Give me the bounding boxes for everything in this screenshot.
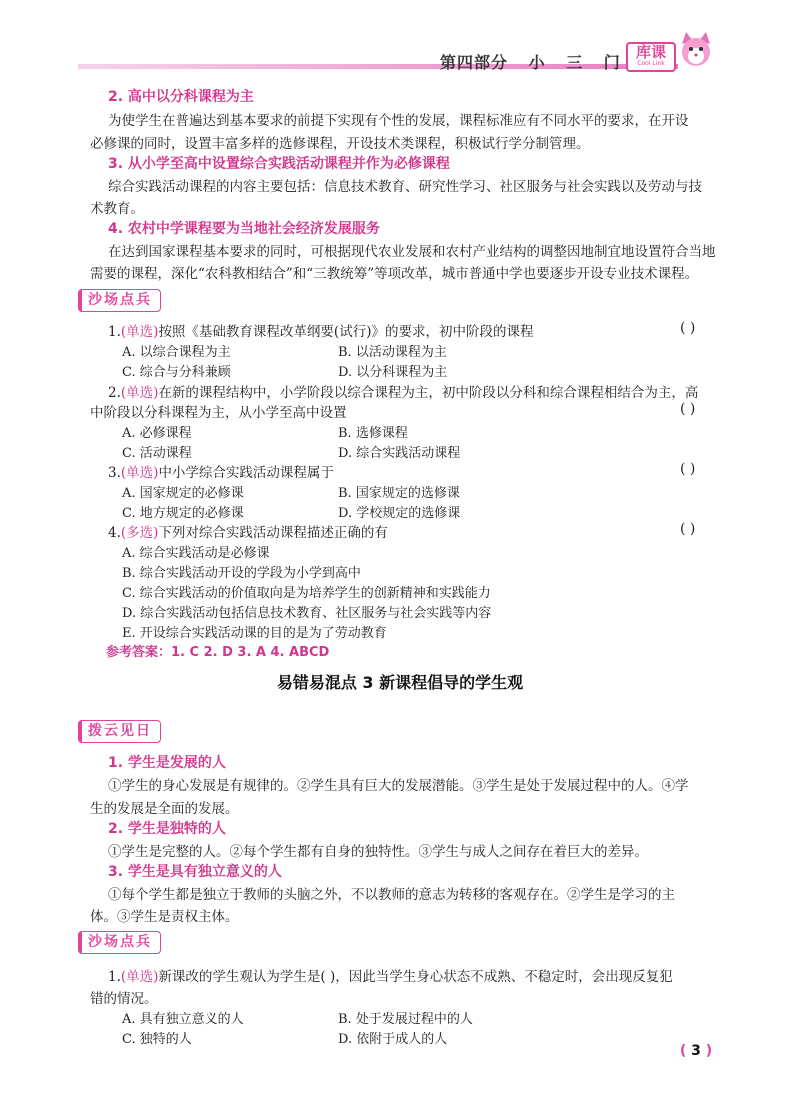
paragraph-2-line-2: 必修课的同时，设置丰富多样的选修课程，开设技术类课程，积极试行学分制管理。: [90, 136, 590, 152]
option-3-c[interactable]: C. 地方规定的必修课: [122, 506, 244, 521]
question-text: 按照《基础教育课程改革纲要(试行)》的要求，初中阶段的课程: [158, 324, 534, 340]
paragraph-4-line-1: 在达到国家课程基本要求的同时，可根据现代农业发展和农村产业结构的调整因地制宜地设置符合当地: [108, 244, 716, 260]
answer-blank-1[interactable]: ( ): [680, 320, 696, 336]
paragraph-3-line-1: 综合实践活动课程的内容主要包括：信息技术教育、研究性学习、社区服务与社会实践以及劳动与技: [108, 179, 702, 195]
question-text: 在新的课程结构中，小学阶段以综合课程为主，初中阶段以分科和综合课程相结合为主，高: [158, 385, 699, 401]
question-text: 新课改的学生观认为学生是( )，因此当学生身心状态不成熟、不稳定时，会出现反复犯: [158, 969, 673, 985]
practice-label-2: 沙场点兵: [78, 931, 161, 954]
option-2-b[interactable]: B. 选修课程: [338, 426, 408, 441]
student-view-heading-3: 3. 学生是具有独立意义的人: [108, 864, 282, 880]
answer-blank-3[interactable]: ( ): [680, 461, 696, 477]
option-3-a[interactable]: A. 国家规定的必修课: [122, 486, 244, 501]
question-3: [108, 461, 334, 481]
heading-3: 3. 从小学至高中设置综合实践活动课程并作为必修课程: [108, 156, 450, 172]
answer-key-1: 参考答案：1. C 2. D 3. A 4. ABCD: [106, 645, 330, 660]
option-5-d[interactable]: D. 依附于成人的人: [338, 1032, 448, 1047]
header-section: [440, 50, 635, 73]
question-1: [108, 320, 533, 340]
question-text: 下列对综合实践活动课程描述正确的有: [158, 525, 388, 541]
header-char-1: 小: [528, 53, 546, 72]
question-type-tag: (单选): [120, 324, 159, 340]
question-5: [108, 965, 673, 985]
question-5-line-2: 错的情况。: [90, 991, 158, 1007]
page-number: [676, 1043, 716, 1059]
section-title: 易错易混点 3 新课程倡导的学生观: [276, 673, 524, 692]
logo-sub-text: Cool Link: [637, 60, 665, 67]
option-5-b[interactable]: B. 处于发展过程中的人: [338, 1012, 473, 1027]
option-2-d[interactable]: D. 综合实践活动课程: [338, 446, 461, 461]
question-number: 2.: [108, 385, 121, 401]
question-text: 中小学综合实践活动课程属于: [158, 465, 334, 481]
option-4-b[interactable]: B. 综合实践活动开设的学段为小学到高中: [122, 566, 361, 581]
header-part: 第四部分: [440, 53, 509, 72]
insight-label: 拨云见日: [78, 720, 161, 743]
option-1-b[interactable]: B. 以活动课程为主: [338, 345, 447, 360]
question-type-tag: (多选): [120, 525, 159, 541]
student-view-paragraph-2: ①学生是完整的人。②每个学生都有自身的独特性。③学生与成人之间存在着巨大的差异。: [108, 844, 648, 860]
question-type-tag: (单选): [120, 969, 159, 985]
question-number: 4.: [108, 525, 121, 541]
option-4-d[interactable]: D. 综合实践活动包括信息技术教育、社区服务与社会实践等内容: [122, 606, 492, 621]
paragraph-3-line-2: 术教育。: [90, 201, 144, 217]
option-1-a[interactable]: A. 以综合课程为主: [122, 345, 231, 360]
answer-blank-4[interactable]: ( ): [680, 521, 696, 537]
student-view-paragraph-3-line-1: ①每个学生都是独立于教师的头脑之外，不以教师的意志为转移的客观存在。②学生是学习的主: [108, 887, 675, 903]
student-view-paragraph-1-line-2: 生的发展是全面的发展。: [90, 801, 239, 817]
student-view-paragraph-3-line-2: 体。③学生是责权主体。: [90, 909, 239, 925]
option-5-a[interactable]: A. 具有独立意义的人: [122, 1012, 244, 1027]
left-bracket-icon: (: [679, 1043, 687, 1059]
option-3-b[interactable]: B. 国家规定的选修课: [338, 486, 460, 501]
option-4-c[interactable]: C. 综合实践活动的价值取向是为培养学生的创新精神和实践能力: [122, 586, 491, 601]
mascot-icon: [676, 30, 716, 70]
option-1-d[interactable]: D. 以分科课程为主: [338, 365, 448, 380]
heading-2: 2. 高中以分科课程为主: [108, 89, 254, 105]
question-4: [108, 521, 388, 541]
question-number: 3.: [108, 465, 121, 481]
option-3-d[interactable]: D. 学校规定的选修课: [338, 506, 461, 521]
question-number: 1.: [108, 324, 121, 340]
question-type-tag: (单选): [120, 465, 159, 481]
option-2-c[interactable]: C. 活动课程: [122, 446, 192, 461]
student-view-heading-1: 1. 学生是发展的人: [108, 755, 226, 771]
option-2-a[interactable]: A. 必修课程: [122, 426, 192, 441]
logo-main-text: 库课: [635, 43, 666, 61]
question-number: 1.: [108, 969, 121, 985]
page-number-value: 3: [691, 1043, 701, 1059]
answer-blank-2[interactable]: ( ): [680, 401, 696, 417]
option-1-c[interactable]: C. 综合与分科兼顾: [122, 365, 231, 380]
question-2: [108, 381, 698, 401]
practice-label-1: 沙场点兵: [78, 289, 161, 312]
right-bracket-icon: ): [705, 1043, 713, 1059]
student-view-heading-2: 2. 学生是独特的人: [108, 821, 226, 837]
brand-logo: [626, 42, 676, 72]
student-view-paragraph-1-line-1: ①学生的身心发展是有规律的。②学生具有巨大的发展潜能。③学生是处于发展过程中的人。④学: [108, 778, 689, 794]
header-char-3: 门: [603, 53, 621, 72]
option-4-e[interactable]: E. 开设综合实践活动课的目的是为了劳动教育: [122, 626, 387, 641]
option-5-c[interactable]: C. 独特的人: [122, 1032, 192, 1047]
question-type-tag: (单选): [120, 385, 159, 401]
header-char-2: 三: [566, 53, 584, 72]
paragraph-4-line-2: 需要的课程，深化“农科教相结合”和“三教统筹”等项改革，城市普通中学也要逐步开设专业技术课程。: [90, 266, 699, 282]
paragraph-2-line-1: 为使学生在普遍达到基本要求的前提下实现有个性的发展，课程标准应有不同水平的要求，在开设: [108, 113, 689, 129]
option-4-a[interactable]: A. 综合实践活动是必修课: [122, 546, 270, 561]
question-2-line-2: 中阶段以分科课程为主，从小学至高中设置: [90, 405, 347, 421]
heading-4: 4. 农村中学课程要为当地社会经济发展服务: [108, 221, 380, 237]
